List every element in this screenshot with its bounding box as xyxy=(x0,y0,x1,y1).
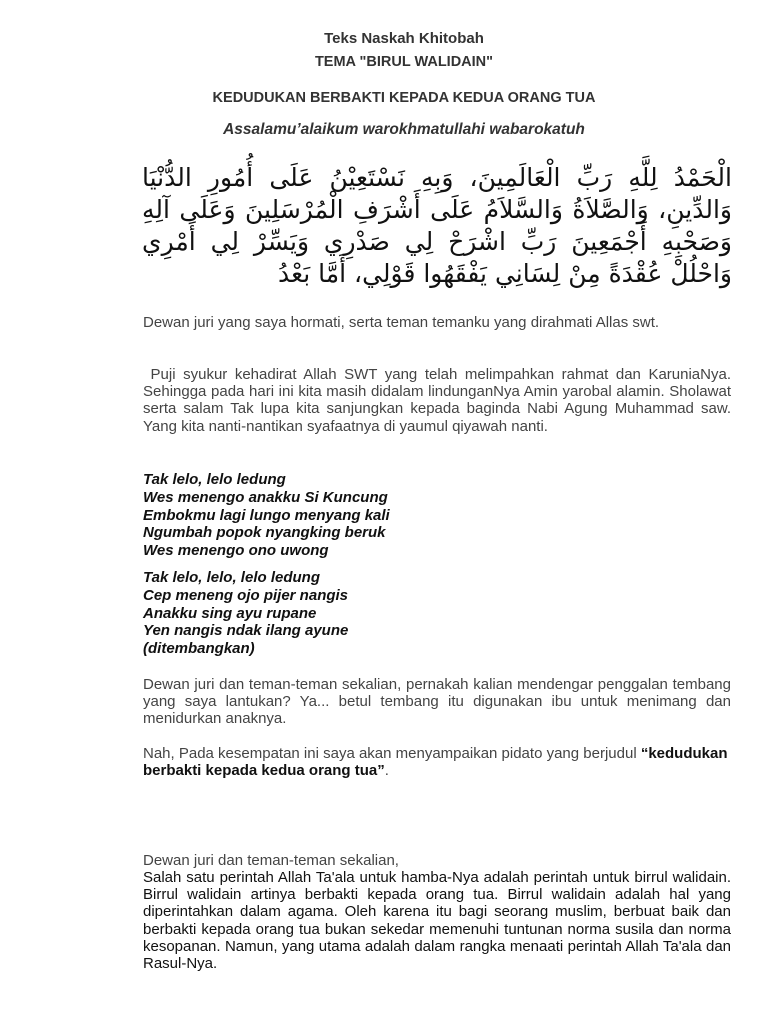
poem-stanza-2 xyxy=(143,569,731,658)
poem-line: (ditembangkan) xyxy=(143,640,255,658)
poem-stanza-1 xyxy=(143,471,731,560)
intro-text: Nah, Pada kesempatan ini saya akan menyampaikan pidato yang berjudul xyxy=(143,745,641,762)
poem-line: Embokmu lagi lungo menyang kali xyxy=(143,506,390,524)
document-subtitle: KEDUDUKAN BERBAKTI KEPADA KEDUA ORANG TUA xyxy=(212,90,596,106)
intro-end: . xyxy=(384,762,389,780)
greeting: Assalamu’alaikum warokhmatullahi wabarokatuh xyxy=(223,121,585,138)
paragraph-address-lead: Dewan juri dan teman-teman sekalian, xyxy=(143,852,399,869)
poem-line: Tak lelo, lelo ledung xyxy=(143,471,286,488)
poem-line: Tak lelo, lelo, lelo ledung xyxy=(143,569,320,586)
poem-line: Wes menengo ono uwong xyxy=(143,542,329,560)
paragraph-birrul-walidain: Salah satu perintah Allah Ta'ala untuk hamba-Nya adalah perintah untuk birrul walidain. Birrul walidain artinya berbakti kepada orang tua. Birrul walidain adalah hal yang diperintahkan dalam agama. Oleh karena itu bagi seorang muslim, berbuat baik dan berbakti kepada orang tua bukan sekedar memenuhi tuntunan norma susila dan norma kesopanan. Namun, yang utama adalah dalam rangka menaati perintah Allah Ta'ala dan Rasul-Nya. xyxy=(143,869,731,973)
arabic-opening: الْحَمْدُ لِلَّهِ رَبِّ الْعَالَمِينَ، وَبِهِ نَسْتَعِيْنُ عَلَى أُمُورِ الدُّنْيَا وَالدِّينِ، وَالصَّلاَةُ وَالسَّلاَمُ عَلَى أَشْرَفِ الْمُرْسَلِينَ وَعَلَى آلِهِ وَصَحْبِهِ أَجْمَعِينَ رَبِّ اشْرَحْ لِي صَدْرِي وَيَسِّرْ لِي أَمْرِي وَاحْلُلْ عُقْدَةً مِنْ لِسَانِي يَفْقَهُوا قَوْلِي، أَمَّا بَعْدُ xyxy=(142,163,732,288)
poem-line: Anakku sing ayu rupane xyxy=(143,604,317,622)
document-title: Teks Naskah Khitobah xyxy=(324,30,484,47)
speech-title: “kedudukan berbakti kepada kedua orang tua” xyxy=(143,745,728,780)
poem-line: Wes menengo anakku Si Kuncung xyxy=(143,488,388,506)
poem-line: Ngumbah popok nyangking beruk xyxy=(143,524,386,542)
paragraph-intro-title xyxy=(143,745,731,779)
poem-line: Yen nangis ndak ilang ayune xyxy=(143,622,349,640)
document-theme: TEMA "BIRUL WALIDAIN" xyxy=(314,54,494,70)
paragraph-greeting-jury: Dewan juri yang saya hormati, serta teman temanku yang dirahmati Allas swt. xyxy=(143,314,660,331)
poem-line: Cep meneng ojo pijer nangis xyxy=(143,586,349,604)
paragraph-praise: Puji syukur kehadirat Allah SWT yang telah melimpahkan rahmat dan KaruniaNya. Sehingga pada hari ini kita masih didalam lindunganNya Amin yarobal alamin. Sholawat serta salam Tak lupa kita sanjungkan kepada baginda Nabi Agung Muhammad saw. Yang kita nanti-nantikan syafaatnya di yaumul qiyawah nanti. xyxy=(143,366,736,435)
paragraph-question: Dewan juri dan teman-teman sekalian, pernakah kalian mendengar penggalan tembang yang saya lantukan? Ya... betul tembang itu digunakan ibu untuk menimang dan menidurkan anaknya. xyxy=(143,676,731,728)
